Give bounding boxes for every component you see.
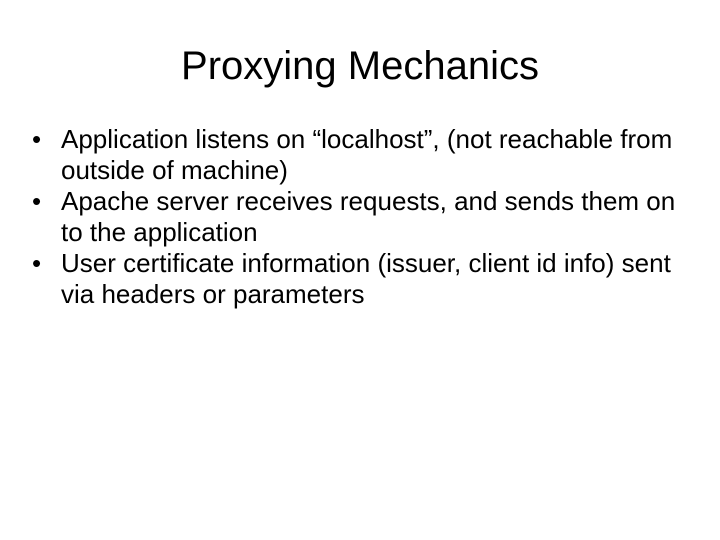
bullet-text: Application listens on “localhost”, (not reachable from outside of machine) [61,124,673,185]
bullet-item [32,248,692,310]
bullet-item [32,186,692,248]
bullet-item [32,124,692,186]
bullet-list [32,124,692,310]
bullet-text: User certificate information (issuer, client id info) sent via headers or parameters [61,248,671,309]
slide-title: Proxying Mechanics [181,44,539,88]
bullet-marker: • [32,124,42,154]
bullet-marker: • [32,186,42,216]
bullet-text: Apache server receives requests, and sends them on to the application [61,186,676,247]
bullet-marker: • [32,248,42,278]
